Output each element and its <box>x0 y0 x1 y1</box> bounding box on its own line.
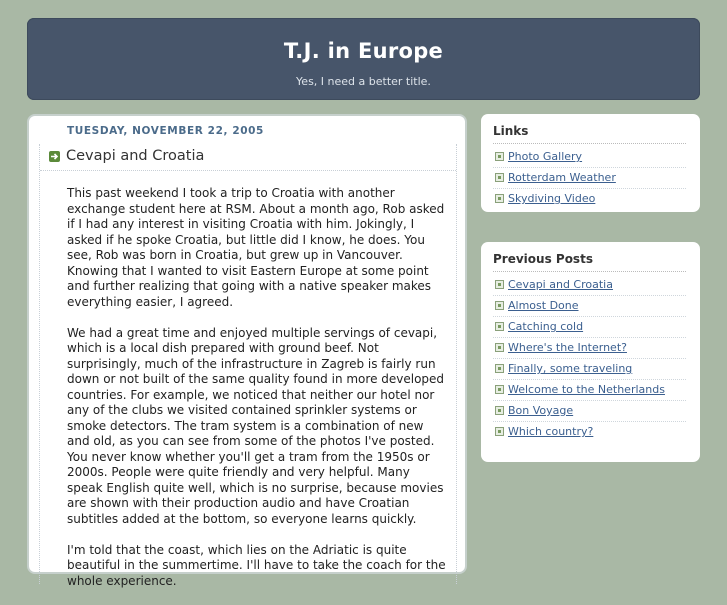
previous-posts-sidebar <box>481 242 700 462</box>
list-item <box>493 338 686 359</box>
link-photo-gallery[interactable]: Photo Gallery <box>508 150 583 163</box>
arrow-right-icon <box>49 151 60 162</box>
divider <box>493 143 686 144</box>
previous-post-link[interactable]: Almost Done <box>508 299 579 312</box>
link-skydiving-video[interactable]: Skydiving Video <box>508 192 596 205</box>
bullet-icon <box>495 173 504 182</box>
bullet-icon <box>495 406 504 415</box>
previous-posts-list <box>493 275 686 442</box>
links-list <box>493 147 686 209</box>
link-rotterdam-weather[interactable]: Rotterdam Weather <box>508 171 616 184</box>
list-item <box>493 422 686 442</box>
bullet-icon <box>495 301 504 310</box>
bullet-icon <box>495 427 504 436</box>
post-title: Cevapi and Croatia <box>66 148 205 164</box>
bullet-icon <box>495 364 504 373</box>
bullet-icon <box>495 152 504 161</box>
post-title-row <box>40 144 456 171</box>
post <box>39 144 457 588</box>
previous-post-link[interactable]: Cevapi and Croatia <box>508 278 613 291</box>
bullet-icon <box>495 194 504 203</box>
links-sidebar <box>481 114 700 212</box>
previous-post-link[interactable]: Bon Voyage <box>508 404 574 417</box>
bullet-icon <box>495 280 504 289</box>
main-content <box>27 114 467 588</box>
blog-header <box>27 18 700 100</box>
previous-post-link[interactable]: Which country? <box>508 425 594 438</box>
previous-post-link[interactable]: Finally, some traveling <box>508 362 633 375</box>
list-item <box>493 359 686 380</box>
list-item <box>493 147 686 168</box>
blog-title[interactable]: T.J. in Europe <box>283 39 444 63</box>
list-item <box>493 168 686 189</box>
links-title: Links <box>493 124 529 138</box>
previous-post-link[interactable]: Welcome to the Netherlands <box>508 383 665 396</box>
post-paragraph: I'm told that the coast, which lies on the Adriatic is quite beautiful in the summertime. I'll have to take the coach for the whole experience. <box>67 542 446 588</box>
list-item <box>493 189 686 209</box>
post-body <box>67 186 447 605</box>
previous-post-link[interactable]: Catching cold <box>508 320 584 333</box>
list-item <box>493 296 686 317</box>
post-date: TUESDAY, NOVEMBER 22, 2005 <box>67 125 264 137</box>
blog-description: Yes, I need a better title. <box>296 75 431 88</box>
previous-post-link[interactable]: Where's the Internet? <box>508 341 627 354</box>
post-paragraph: This past weekend I took a trip to Croatia with another exchange student here at RSM. About a month ago, Rob asked if I had any interest in visiting Croatia with him. Jokingly, I asked if he spoke Croatia, but little did I know, he does. You see, Rob was born in Croatia, but grew up in Vancouver. Knowing that I wanted to visit Eastern Europe at some point and further realizing that going with a native speaker makes everything easier, I agreed. <box>67 186 445 309</box>
bullet-icon <box>495 385 504 394</box>
post-paragraph: We had a great time and enjoyed multiple servings of cevapi, which is a local dish prepared with ground beef. Not surprisingly, much of the infrastructure in Zagreb is fairly run down or not built of the same quality found in more developed countries. For example, we noticed that neither our hotel nor any of the clubs we visited contained sprinkler systems or smoke detectors. The tram system is a combination of new and old, as you can see from some of the photos I've posted. You never know whether you'll get a tram from the 1950s or 2000s. People were quite friendly and very helpful. Many speak English quite well, which is no surprise, because movies are shown with their production audio and have Croatian subtitles added at the bottom, so everyone learns quickly. <box>67 325 445 526</box>
divider <box>493 271 686 272</box>
previous-posts-title: Previous Posts <box>493 252 593 266</box>
bullet-icon <box>495 343 504 352</box>
bullet-icon <box>495 322 504 331</box>
list-item <box>493 317 686 338</box>
list-item <box>493 380 686 401</box>
list-item <box>493 275 686 296</box>
list-item <box>493 401 686 422</box>
